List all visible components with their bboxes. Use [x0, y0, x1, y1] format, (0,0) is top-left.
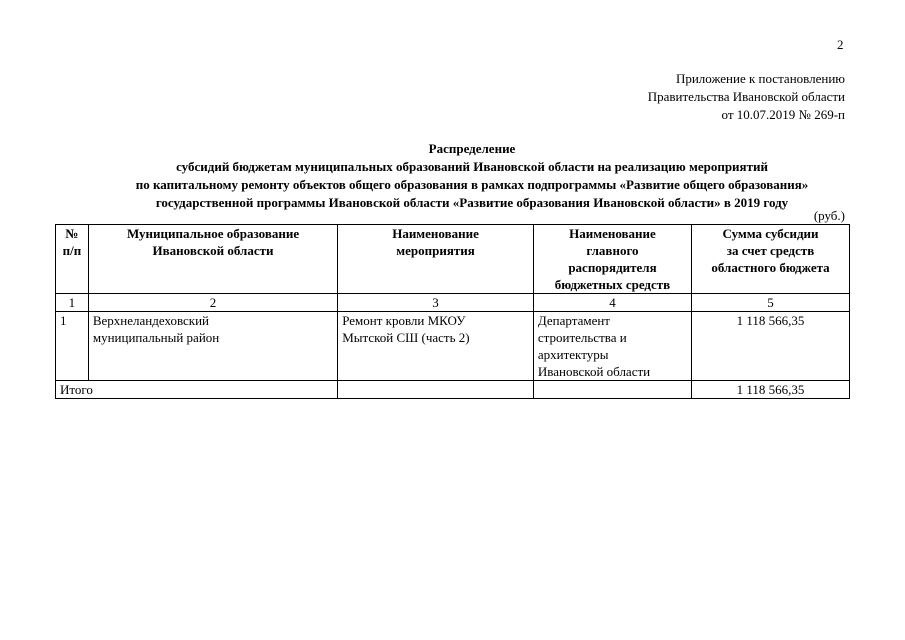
- total-empty-cell: [533, 381, 691, 399]
- cell-text: Верхнеландеховский: [92, 313, 210, 328]
- header-cell-municipality: [88, 225, 337, 294]
- title-line-2: субсидий бюджетам муниципальных образований Ивановской области на реализацию мероприятий: [176, 159, 768, 174]
- currency-unit: (руб.): [813, 208, 845, 223]
- header-text: Наименование: [569, 226, 656, 241]
- title-line-1: Распределение: [428, 141, 516, 156]
- header-text: мероприятия: [396, 243, 475, 258]
- header-cell-number: [56, 225, 89, 294]
- header-text: Муниципальное образование: [126, 226, 300, 241]
- header-text: п/п: [62, 243, 82, 258]
- event-cell: [338, 312, 534, 381]
- total-empty-cell: [338, 381, 534, 399]
- appendix-line-2: Правительства Ивановской области: [647, 89, 845, 104]
- column-number: 5: [692, 294, 850, 312]
- title-line-4: государственной программы Ивановской области «Развитие образования Ивановской области» в 2019 году: [155, 195, 789, 210]
- amount-cell: 1 118 566,35: [692, 312, 850, 381]
- subsidy-table: [55, 224, 850, 399]
- table-row: [56, 312, 850, 381]
- column-number: 4: [533, 294, 691, 312]
- header-text: за счет средств: [726, 243, 815, 258]
- appendix-line-1: Приложение к постановлению: [675, 71, 845, 86]
- header-cell-administrator: [533, 225, 691, 294]
- header-text: Сумма субсидии: [722, 226, 819, 241]
- header-text: Наименование: [392, 226, 479, 241]
- header-text: №: [65, 226, 79, 241]
- header-text: распорядителя: [568, 260, 657, 275]
- header-text: бюджетных средств: [554, 277, 671, 292]
- row-number: 1: [56, 312, 89, 381]
- cell-text: архитектуры: [537, 347, 609, 362]
- cell-text: Департамент: [537, 313, 610, 328]
- header-text: Ивановской области: [152, 243, 274, 258]
- header-text: областного бюджета: [711, 260, 830, 275]
- column-number-row: [56, 294, 850, 312]
- header-text: главного: [586, 243, 639, 258]
- cell-text: муниципальный район: [92, 330, 220, 345]
- page-number: 2: [837, 37, 844, 52]
- total-label: Итого: [56, 381, 338, 399]
- appendix-header: [648, 70, 845, 124]
- title-line-3: по капитальному ремонту объектов общего образования в рамках подпрограммы «Развитие общего образования»: [135, 177, 809, 192]
- appendix-line-3: от 10.07.2019 № 269-п: [721, 107, 845, 122]
- document-title: [50, 140, 894, 212]
- cell-text: Ремонт кровли МКОУ: [342, 313, 466, 328]
- header-cell-amount: [692, 225, 850, 294]
- column-number: 1: [56, 294, 89, 312]
- cell-text: Мытской СШ (часть 2): [342, 330, 470, 345]
- municipality-cell: [88, 312, 337, 381]
- cell-text: Ивановской области: [537, 364, 651, 379]
- total-amount: 1 118 566,35: [692, 381, 850, 399]
- column-number: 2: [88, 294, 337, 312]
- column-number: 3: [338, 294, 534, 312]
- table-header-row: [56, 225, 850, 294]
- administrator-cell: [533, 312, 691, 381]
- total-row: [56, 381, 850, 399]
- header-cell-event: [338, 225, 534, 294]
- cell-text: строительства и: [537, 330, 627, 345]
